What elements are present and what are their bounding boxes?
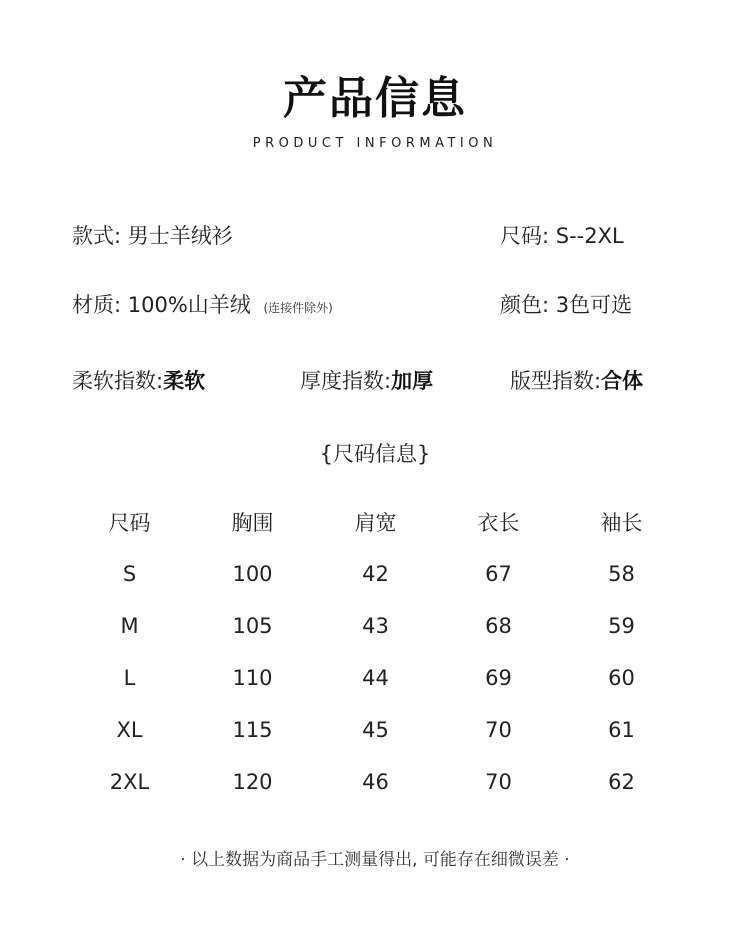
spec-softness: [72, 365, 205, 395]
table-cell: 46: [362, 770, 389, 794]
spec-material-value: 100%山羊绒: [127, 293, 251, 317]
page-title: 产品信息: [283, 73, 467, 124]
table-cell: 70: [485, 718, 512, 742]
column-header: 衣长: [477, 511, 520, 535]
spec-color-value: 3色可选: [555, 293, 633, 317]
spec-fit-label: 版型指数:: [510, 369, 602, 393]
size-table-heading: {尺码信息}: [319, 442, 431, 466]
table-cell: 43: [362, 614, 389, 638]
column-header: 袖长: [600, 511, 643, 535]
table-cell: 2XL: [109, 770, 150, 794]
table-cell: 61: [608, 718, 635, 742]
table-cell: L: [123, 666, 136, 690]
column-header: 尺码: [108, 511, 151, 535]
spec-softness-value: 柔软: [163, 369, 206, 393]
table-row: [68, 548, 683, 600]
table-cell: 67: [485, 562, 512, 586]
spec-color-label: 颜色:: [500, 293, 550, 317]
column-header: 肩宽: [354, 511, 397, 535]
table-cell: 60: [608, 666, 635, 690]
spec-fit-value: 合体: [601, 369, 644, 393]
table-cell: 69: [485, 666, 512, 690]
table-header-row: [68, 496, 683, 548]
table-cell: 105: [232, 614, 273, 638]
table-cell: 100: [232, 562, 273, 586]
spec-size-label: 尺码:: [500, 224, 550, 248]
table-cell: 44: [362, 666, 389, 690]
spec-thickness: [300, 365, 433, 395]
spec-softness-label: 柔软指数:: [72, 369, 164, 393]
spec-fit: [510, 365, 643, 395]
table-cell: S: [122, 562, 137, 586]
spec-style: [72, 220, 233, 250]
table-cell: M: [120, 614, 139, 638]
table-row: [68, 652, 683, 704]
table-row: [68, 600, 683, 652]
spec-material: [72, 289, 333, 319]
size-table: [68, 496, 683, 808]
spec-color: [500, 289, 632, 319]
spec-thickness-value: 加厚: [391, 369, 434, 393]
table-cell: 59: [608, 614, 635, 638]
measurement-footnote: · 以上数据为商品手工测量得出, 可能存在细微误差 ·: [180, 850, 570, 870]
spec-thickness-label: 厚度指数:: [300, 369, 392, 393]
spec-size-value: S--2XL: [555, 224, 624, 248]
spec-style-value: 男士羊绒衫: [127, 224, 233, 248]
table-row: [68, 756, 683, 808]
table-cell: 68: [485, 614, 512, 638]
spec-size: [500, 220, 624, 250]
table-cell: 42: [362, 562, 389, 586]
column-header: 胸围: [231, 511, 274, 535]
table-cell: 62: [608, 770, 635, 794]
table-row: [68, 704, 683, 756]
table-cell: 45: [362, 718, 389, 742]
table-cell: 120: [232, 770, 273, 794]
spec-style-label: 款式:: [72, 224, 122, 248]
table-cell: 110: [232, 666, 273, 690]
table-cell: 58: [608, 562, 635, 586]
page-subtitle: PRODUCT INFORMATION: [252, 136, 498, 151]
spec-material-label: 材质:: [72, 293, 122, 317]
table-cell: 70: [485, 770, 512, 794]
table-cell: XL: [116, 718, 143, 742]
spec-material-note: (连接件除外): [263, 301, 333, 315]
table-cell: 115: [232, 718, 273, 742]
